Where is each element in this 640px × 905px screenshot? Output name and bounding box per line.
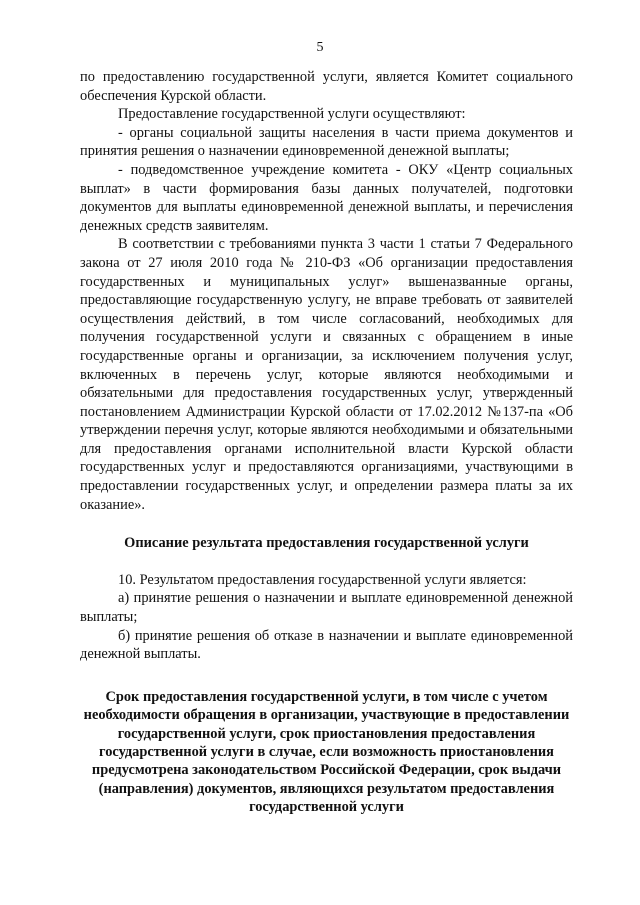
section-heading-result: Описание результата предоставления государственной услуги bbox=[124, 535, 529, 552]
paragraph-providers-social-protection: - органы социальной защиты населения в части приема документов и принятия решения о назначении единовременной денежной выплаты; bbox=[80, 124, 573, 160]
result-item-a: а) принятие решения о назначении и выплате единовременной денежной выплаты; bbox=[80, 590, 573, 626]
page-number: 5 bbox=[316, 40, 324, 55]
paragraph-providers-payment-center: - подведомственное учреждение комитета - ОКУ «Центр социальных выплат» в части формирования базы данных получателей, подготовки документов для выплаты единовременной денежной выплаты, и перечисления денежных средств заявителям. bbox=[80, 161, 573, 234]
paragraph-federal-law: В соответствии с требованиями пункта 3 части 1 статьи 7 Федерального закона от 27 июля 2010 года № 210-ФЗ «Об организации предоставления государственных и муниципальных услуг» вышеназванные органы, предоставляющие государственную услугу, не вправе требовать от заявителей осуществления действий, в том числе согласований, необходимых для получения государственной услуги и связанных с обращением в иные государственные органы и организации, за исключением получения услуг, включенных в перечень услуг, которые являются необходимыми и обязательными для предоставления государственных услуг, утвержденный постановлением Администрации Курской области от 17.02.2012 №137-па «Об утверждении перечня услуг, которые являются необходимыми и обязательными для предоставления органами исполнительной власти Курской области государственных услуг и предоставляются организациями, участвующими в предоставлении государственных услуг, и определении размера платы за их оказание». bbox=[80, 236, 573, 513]
document-body bbox=[80, 68, 573, 817]
result-item-b: б) принятие решения об отказе в назначении и выплате единовременной денежной выплаты. bbox=[80, 627, 573, 663]
paragraph-authority: по предоставлению государственной услуги, является Комитет социального обеспечения Курской области. bbox=[80, 69, 573, 104]
result-item-intro: 10. Результатом предоставления государственной услуги является: bbox=[118, 571, 527, 588]
section-heading-term: Срок предоставления государственной услуги, в том числе с учетом необходимости обращения в организации, участвующие в предоставлении государственной услуги, срок приостановления предоставления государственной услуги в случае, если возможность приостановления предусмотрена законодательством Российской Федерации, срок выдачи (направления) документов, являющихся результатом предоставления государственной услуги bbox=[83, 688, 570, 816]
paragraph-providers-intro: Предоставление государственной услуги осуществляют: bbox=[118, 106, 466, 123]
